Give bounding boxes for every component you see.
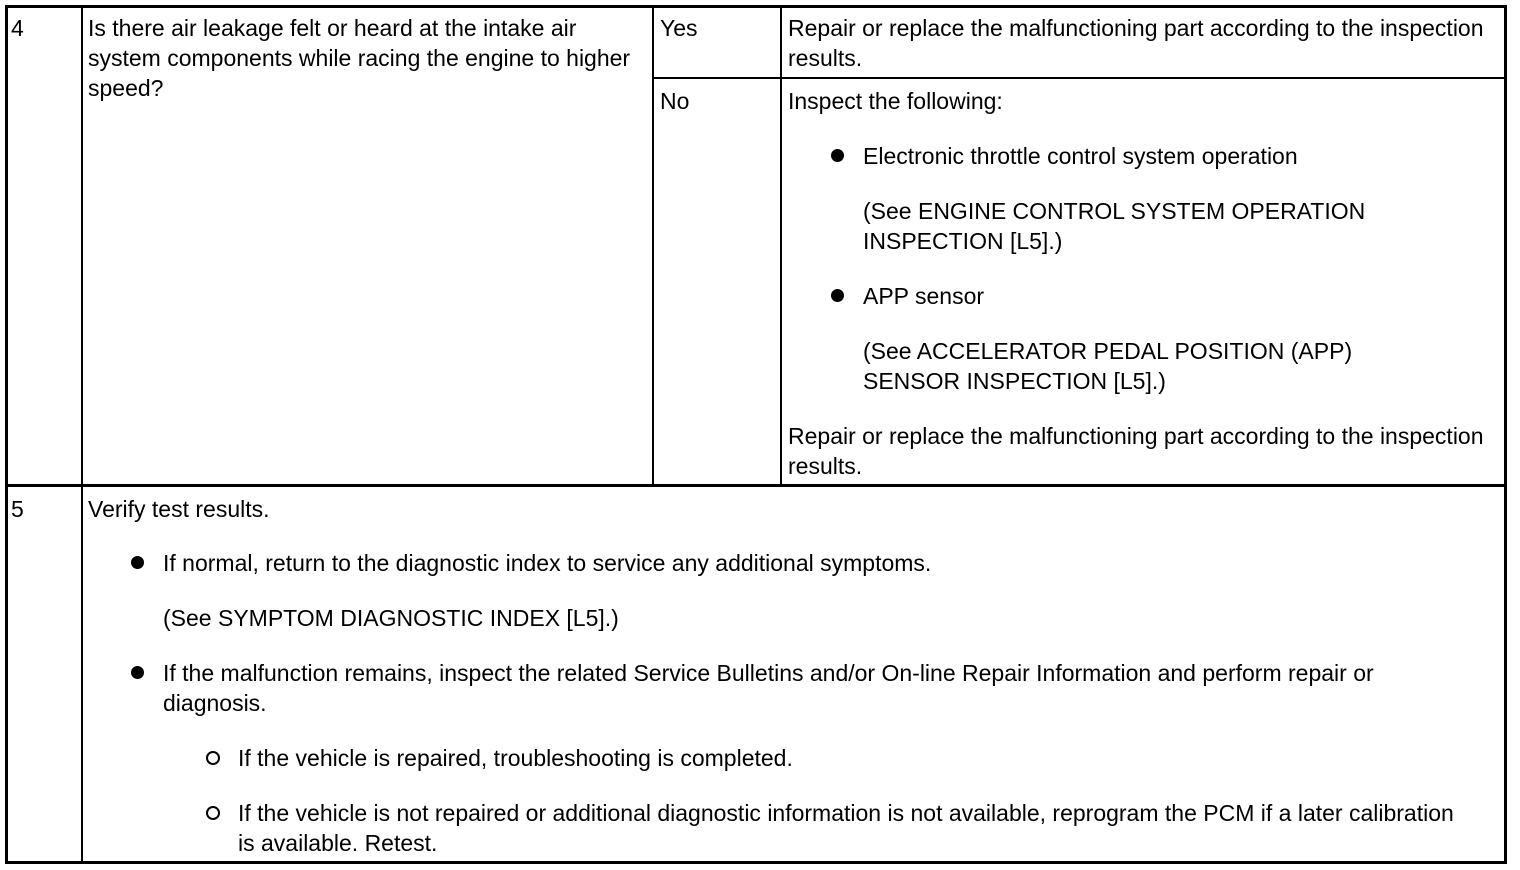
sub-bullet-icon xyxy=(206,751,220,765)
row-divider-yes-no xyxy=(653,77,1505,79)
step-5-subitem-2: If the vehicle is not repaired or additional diagnostic information is not available, reprogram the PCM if a later calibration is available. Retest. xyxy=(238,800,1454,856)
step-5-subitem-1: If the vehicle is repaired, troubleshooting is completed. xyxy=(238,745,793,771)
no-item-2-text: APP sensor xyxy=(863,283,985,309)
step-number-5: 5 xyxy=(11,496,24,522)
sub-bullet-icon xyxy=(206,806,220,820)
bullet-icon xyxy=(831,289,844,302)
column-divider-question xyxy=(652,8,654,486)
bullet-icon xyxy=(131,666,144,679)
answer-yes-action: Repair or replace the malfunctioning part according to the inspection results. xyxy=(788,15,1484,71)
no-item-2-reference: (See ACCELERATOR PEDAL POSITION (APP) SENSOR INSPECTION [L5].) xyxy=(863,338,1353,394)
bullet-icon xyxy=(131,556,144,569)
step-5-title: Verify test results. xyxy=(88,496,270,522)
no-item-1-reference: (See ENGINE CONTROL SYSTEM OPERATION INSPECTION [L5].) xyxy=(863,198,1366,254)
answer-yes-label: Yes xyxy=(660,15,698,41)
step-5-item-1-reference: (See SYMPTOM DIAGNOSTIC INDEX [L5].) xyxy=(163,605,619,631)
step-4-question: Is there air leakage felt or heard at the intake air system components while racing the engine to higher speed? xyxy=(88,15,631,101)
step-5-item-1-text: If normal, return to the diagnostic index to service any additional symptoms. xyxy=(163,550,932,576)
row-divider-step-5 xyxy=(8,484,1507,487)
step-number-4: 4 xyxy=(11,15,24,41)
column-divider-step xyxy=(81,8,83,861)
bullet-icon xyxy=(831,149,844,162)
answer-no-intro: Inspect the following: xyxy=(788,88,1003,114)
answer-no-outro: Repair or replace the malfunctioning part according to the inspection results. xyxy=(788,423,1484,479)
answer-no-label: No xyxy=(660,88,690,114)
column-divider-answer xyxy=(780,8,782,486)
no-item-1-text: Electronic throttle control system operation xyxy=(863,143,1298,169)
step-5-item-2-text: If the malfunction remains, inspect the related Service Bulletins and/or On-line Repair Information and perform repair or diagnosis. xyxy=(163,660,1374,716)
